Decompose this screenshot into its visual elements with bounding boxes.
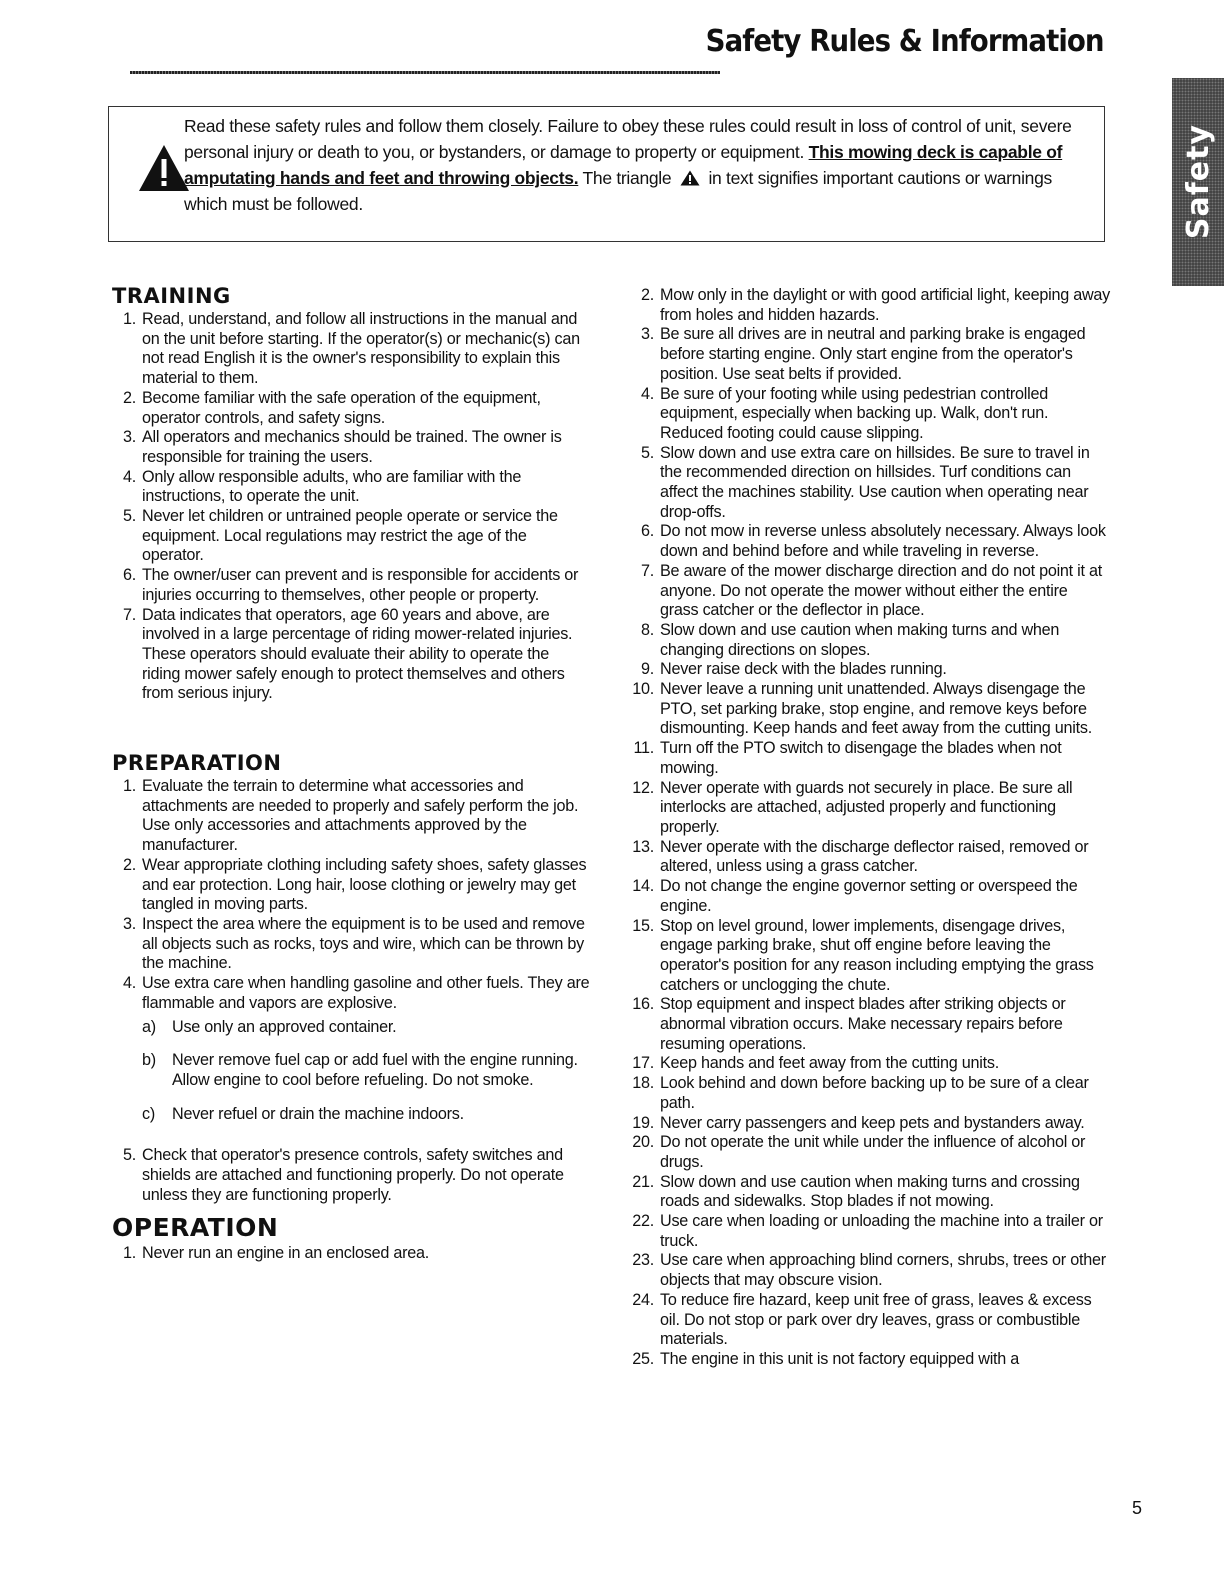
subitem: b) Never remove fuel cap or add fuel with the engine running. Allow engine to cool before refueling. Do not smoke.: [142, 1051, 578, 1089]
preparation-heading: PREPARATION: [112, 751, 282, 776]
list-item: 10. Never leave a running unit unattended. Always disengage the PTO, set parking brake, stop engine, and remove keys before dismounting. Keep hands and feet away from the cutting units.: [632, 680, 1092, 738]
training-list: [112, 310, 590, 704]
list-item: 4. Use extra care when handling gasoline and other fuels. They are flammable and vapors are explosive. a) Use only an approved container. b) Never remove fuel cap or add fuel with the engine running. Allow engine to cool before refueling. Do not smoke. c) Never refuel or drain the machine indoors.: [122, 974, 590, 1123]
list-item: 9. Never raise deck with the blades running.: [640, 660, 947, 679]
list-item: 3. All operators and mechanics should be trained. The owner is responsible for training the users.: [122, 428, 562, 466]
list-item: 3. Be sure all drives are in neutral and parking brake is engaged before starting engine. Only start engine from the operator's position. Use seat belts if provided.: [640, 325, 1086, 383]
inline-warning-triangle-icon: [680, 170, 700, 186]
list-item: 22. Use care when loading or unloading the machine into a trailer or truck.: [632, 1212, 1103, 1250]
list-item: 7. Be aware of the mower discharge direction and do not point it at anyone. Do not operate the mower without either the entire grass catcher or the deflector in place.: [640, 561, 1103, 620]
list-item: 21. Slow down and use caution when making turns and crossing roads and sidewalks. Stop blades if not mowing.: [632, 1172, 1080, 1211]
list-item: 17. Keep hands and feet away from the cutting units.: [632, 1054, 999, 1073]
page-title: Safety Rules & Information: [705, 24, 1104, 59]
subitem: c) Never refuel or drain the machine indoors.: [142, 1104, 464, 1123]
list-item: 5. Never let children or untrained people operate or service the equipment. Local regulations may restrict the age of the operator.: [122, 507, 558, 565]
list-item: 5. Check that operator's presence controls, safety switches and shields are attached and functioning properly. Do not operate unless they are functioning properly.: [122, 1146, 564, 1204]
list-item: 6. Do not mow in reverse unless absolutely necessary. Always look down and behind before and while traveling in reverse.: [640, 522, 1106, 561]
list-item: 4. Only allow responsible adults, who are familiar with the instructions, to operate the unit.: [122, 467, 522, 506]
list-item: 1. Never run an engine in an enclosed area.: [122, 1244, 429, 1263]
list-item: 15. Stop on level ground, lower implements, disengage drives, engage parking brake, shut off engine before leaving the operator's position for any reason including emptying the grass catchers or unclogging the chute.: [632, 916, 1094, 994]
list-item: 2. Become familiar with the safe operation of the equipment, operator controls, and safety signs.: [122, 388, 541, 427]
warning-text-intro: Read these safety rules and follow them closely. Failure to obey these rules could result in loss of control of unit, severe personal injury or death to you, or bystanders, or damage to property or equipment.: [184, 116, 1072, 162]
fuel-subitems: [142, 1018, 590, 1125]
page-number: 5: [1131, 1498, 1142, 1518]
training-heading: TRAINING: [112, 284, 231, 308]
list-item: 8. Slow down and use caution when making turns and when changing directions on slopes.: [640, 620, 1060, 659]
title-rule: [130, 71, 720, 74]
list-item: 24. To reduce fire hazard, keep unit free of grass, leaves & excess oil. Do not stop or park over dry leaves, grass or combustible materials.: [632, 1290, 1092, 1349]
list-item: 1. Evaluate the terrain to determine what accessories and attachments are needed to properly and safely perform the job. Use only accessories and attachments approved by the manufacturer.: [122, 777, 579, 855]
warning-triangle-icon: [137, 143, 191, 193]
list-item: 2. Mow only in the daylight or with good artificial light, keeping away from holes and hidden hazards.: [640, 286, 1110, 324]
warning-text: [184, 113, 1089, 217]
list-item: 3. Inspect the area where the equipment is to be used and remove all objects such as rocks, toys and wire, which can be thrown by the machine.: [122, 914, 585, 973]
list-item: 7. Data indicates that operators, age 60 years and above, are involved in a large percentage of riding mower-related injuries. These operators should evaluate their ability to operate the riding mower safely enough to protect themselves and others from serious injury.: [122, 605, 573, 703]
left-column: [112, 284, 590, 1264]
warning-box: [108, 106, 1105, 242]
list-item: 18. Look behind and down before backing up to be sure of a clear path.: [632, 1074, 1089, 1112]
list-item: 13. Never operate with the discharge deflector raised, removed or altered, unless using a grass catcher.: [632, 837, 1089, 876]
list-item: 25. The engine in this unit is not factory equipped with a: [632, 1349, 1020, 1368]
warning-text-mid: The triangle: [578, 168, 676, 188]
list-item: 12. Never operate with guards not securely in place. Be sure all interlocks are attached, adjusted properly and functioning properly.: [632, 778, 1073, 836]
section-tab: [1172, 78, 1224, 286]
right-column: [630, 286, 1110, 1370]
list-item: 16. Stop equipment and inspect blades after striking objects or abnormal vibration occurs. Make necessary repairs before resuming operations.: [632, 995, 1066, 1053]
preparation-list: [112, 777, 590, 1205]
list-item: 19. Never carry passengers and keep pets and bystanders away.: [632, 1113, 1085, 1132]
operation-heading: OPERATION: [112, 1213, 279, 1243]
list-item: 11. Turn off the PTO switch to disengage the blades when not mowing.: [633, 739, 1062, 777]
warning-text-end: in text signifies important cautions or warnings which must be followed.: [184, 168, 1053, 214]
operation-list-continued: [630, 286, 1110, 1370]
section-tab-label: Safety: [1180, 124, 1216, 240]
list-item: 5. Slow down and use extra care on hillsides. Be sure to travel in the recommended direction on hillsides. Turf conditions can affect the machines stability. Use caution when operating near drop-offs.: [640, 443, 1090, 521]
list-item: 2. Wear appropriate clothing including safety shoes, safety glasses and ear protection. Long hair, loose clothing or jewelry may get tangled in moving parts.: [122, 855, 587, 914]
list-item: 6. The owner/user can prevent and is responsible for accidents or injuries occurring to themselves, other people or property.: [122, 566, 579, 604]
operation-list-start: [112, 1244, 590, 1264]
list-item: 14. Do not change the engine governor setting or overspeed the engine.: [632, 877, 1078, 915]
list-item: 4. Be sure of your footing while using pedestrian controlled equipment, especially when backing up. Walk, don't run. Reduced footing could cause slipping.: [640, 384, 1049, 442]
list-item: 23. Use care when approaching blind corners, shrubs, trees or other objects that may obscure vision.: [632, 1251, 1106, 1290]
subitem: a) Use only an approved container.: [142, 1017, 397, 1036]
list-item: 20. Do not operate the unit while under the influence of alcohol or drugs.: [632, 1133, 1086, 1171]
list-item: 1. Read, understand, and follow all instructions in the manual and on the unit before starting. If the operator(s) or mechanic(s) can not read English it is the owner's responsibility to explain this material to them.: [122, 310, 580, 388]
warning-emphasis: This mowing deck is capable of amputating hands and feet and throwing objects.: [184, 142, 1063, 188]
